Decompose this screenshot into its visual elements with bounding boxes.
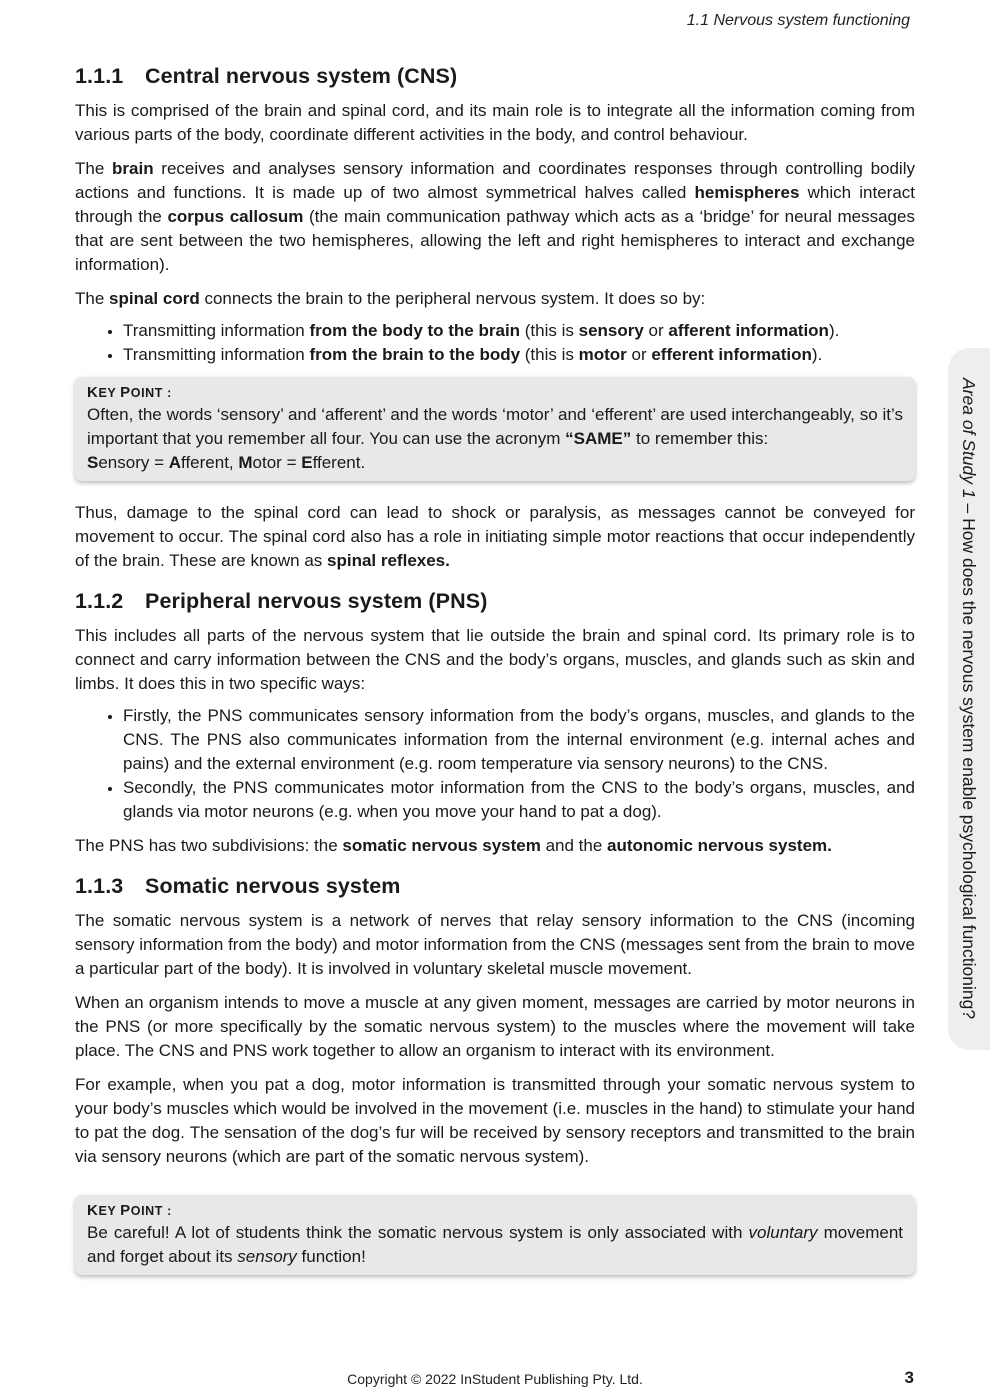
footer-copyright: Copyright © 2022 InStudent Publishing Pty. Ltd. — [347, 1371, 643, 1387]
spinal-cord-list — [75, 319, 915, 367]
page-number: 3 — [904, 1368, 914, 1387]
section-heading-somatic — [75, 874, 915, 899]
page-content — [75, 64, 915, 1295]
side-tab-question: – How does the nervous system enable psychological functioning? — [959, 499, 979, 1020]
list-item: • Secondly, the PNS communicates motor information from the CNS to the body’s organs, muscles, and glands via motor neurons (e.g. when you move your hand to pat a dog). — [123, 776, 915, 824]
somatic-paragraph-1: The somatic nervous system is a network of nerves that relay sensory information to the CNS (incoming sensory information from the body) and motor information from the CNS (messages sent from the brain to move a particular part of the body). It is involved in voluntary skeletal muscle movement. — [75, 911, 915, 978]
section-number: 1.1.1 — [75, 64, 124, 88]
key-point-text: Be careful! A lot of students think the somatic nervous system is only associated with voluntary movement and forget about its sensory function! — [87, 1223, 903, 1266]
section-number: 1.1.3 — [75, 874, 124, 898]
pns-paragraph-1: This includes all parts of the nervous system that lie outside the brain and spinal cord. Its primary role is to connect and carry information between the CNS and the body’s organs, muscles, and glands such as skin and limbs. It does this in two specific ways: — [75, 626, 915, 693]
list-item: • Firstly, the PNS communicates sensory information from the body’s organs, muscles, and glands to the CNS. The PNS also communicates information from the internal environment (e.g. internal aches and pains) and the external environment (e.g. room temperature via sensory neurons) to the CNS. — [123, 704, 915, 776]
section-title: Central nervous system (CNS) — [145, 64, 458, 88]
key-point-box-somatic — [75, 1195, 915, 1275]
pns-paragraph-subdivisions: The PNS has two subdivisions: the somatic nervous system and the autonomic nervous system. — [75, 836, 832, 855]
key-point-title: KEY POINT : — [87, 384, 172, 401]
key-point-title: KEY POINT : — [87, 1202, 172, 1219]
side-tab-area: Area of Study 1 — [959, 378, 979, 500]
section-title: Somatic nervous system — [145, 874, 401, 898]
cns-paragraph-reflexes: Thus, damage to the spinal cord can lead to shock or paralysis, as messages cannot be conveyed for movement to occur. The spinal cord also has a role in initiating simple motor reactions that occur independently of the brain. These are known as spinal reflexes. — [75, 503, 915, 570]
section-heading-pns — [75, 589, 915, 614]
section-number: 1.1.2 — [75, 589, 124, 613]
section-title: Peripheral nervous system (PNS) — [145, 589, 488, 613]
cns-paragraph-brain: The brain receives and analyses sensory information and coordinates responses through controlling bodily actions and functions. It is made up of two almost symmetrical halves called hemispheres which interact through the corpus callosum (the main communication pathway which acts as a ‘bridge’ for neural messages that are sent between the two hemispheres, allowing the left and right hemispheres to interact and exchange information). — [75, 159, 915, 274]
running-header: 1.1 Nervous system functioning — [686, 12, 910, 29]
side-tab-text — [952, 348, 986, 1050]
key-point-text: Often, the words ‘sensory’ and ‘afferent’ and the words ‘motor’ and ‘efferent’ are used interchangeably, so it’s important that you remember all four. You can use the acronym “SAME” to remember this: Sensory = Afferent, Motor = Efferent. — [87, 405, 903, 472]
somatic-paragraph-3: For example, when you pat a dog, motor information is transmitted through your somatic nervous system to your body’s muscles which would be involved in the movement (i.e. muscles in the hand) to stimulate your hand to pat the dog. The sensation of the dog’s fur will be received by sensory receptors and transmitted to the brain via sensory neurons (which are part of the somatic nervous system). — [75, 1075, 915, 1166]
somatic-paragraph-2: When an organism intends to move a muscle at any given moment, messages are carried by motor neurons in the PNS (or more specifically by the somatic nervous system) to the muscles where the movement will take place. The CNS and PNS work together to allow an organism to interact with its environment. — [75, 993, 915, 1060]
list-item: • Transmitting information from the body to the brain (this is sensory or afferent information). — [123, 319, 915, 343]
key-point-box-same — [75, 377, 915, 481]
cns-paragraph-spinal-cord: The spinal cord connects the brain to the peripheral nervous system. It does so by: — [75, 289, 706, 308]
cns-paragraph-1: This is comprised of the brain and spinal cord, and its main role is to integrate all the information coming from various parts of the body, coordinate different activities in the body, and control behaviour. — [75, 101, 915, 144]
side-tab — [948, 348, 990, 1050]
section-heading-cns — [75, 64, 915, 89]
pns-list — [75, 704, 915, 824]
list-item: • Transmitting information from the brain to the body (this is motor or efferent information). — [123, 343, 915, 367]
